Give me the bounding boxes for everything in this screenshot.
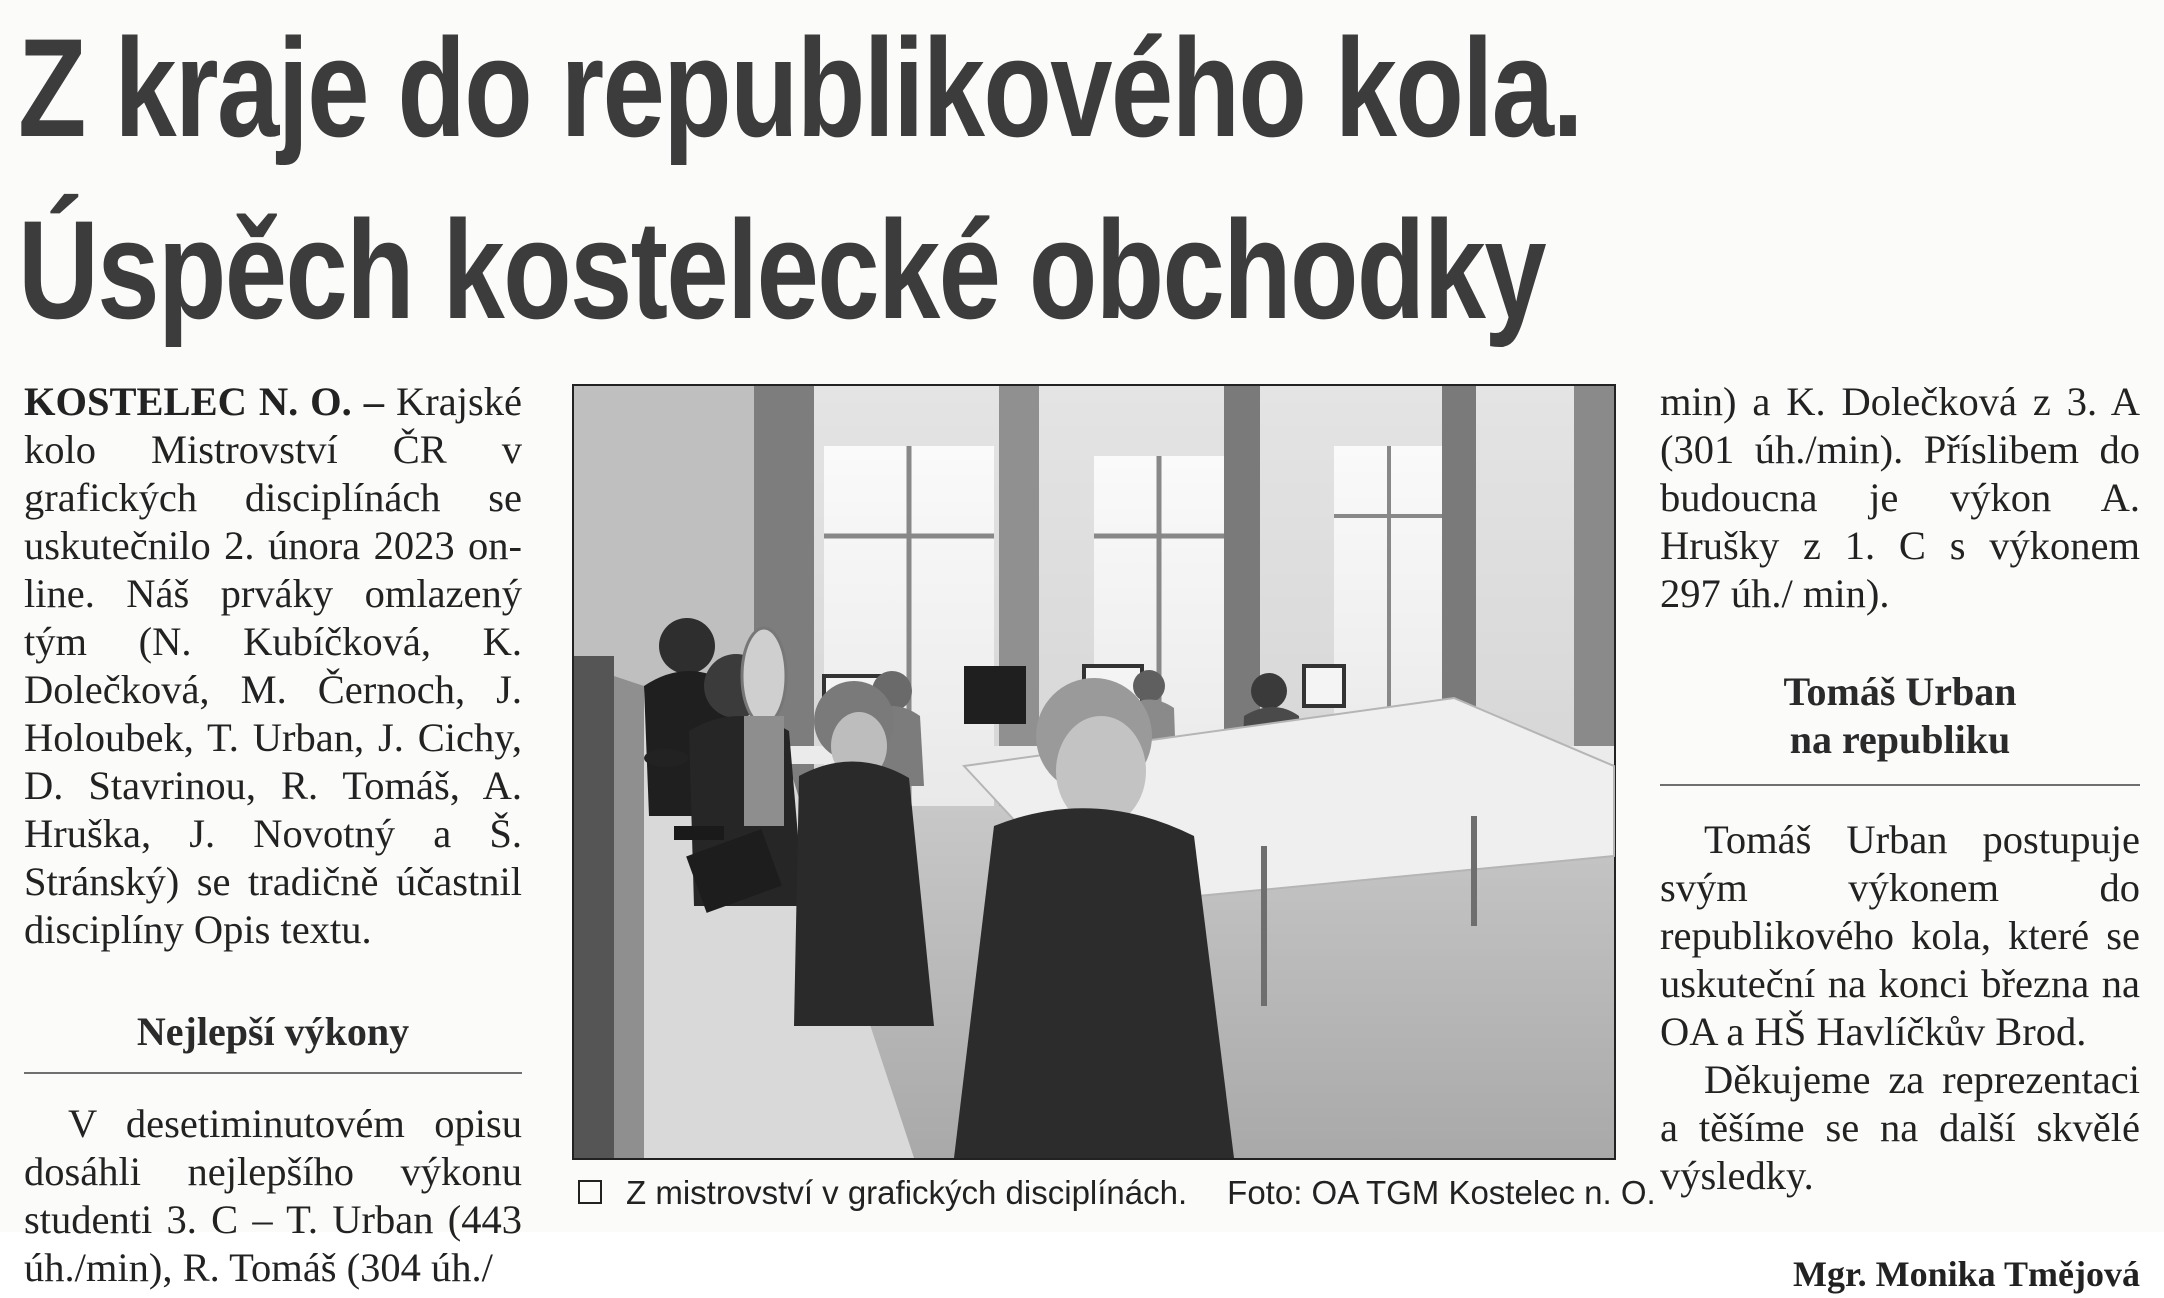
lead-text: Krajské kolo Mistrovství ČR v grafických disciplínách se uskutečnilo 2. února 2023 on-line. Náš prváky omlazený tým (N. Kubíčková, K. Dolečková, M. Černoch, J. Holoubek, T. Urban, J. Cichy, D. Stavrinou, R. Tomáš, A. Hruška, J. Novotný a Š. Stránský) se tradičně účastnil disciplíny Opis textu. bbox=[24, 379, 522, 952]
article-column-right bbox=[1660, 378, 2140, 1298]
subhead-best-results: Nejlepší výkony bbox=[136, 1009, 410, 1054]
dateline: KOSTELEC N. O. – bbox=[24, 379, 385, 424]
photo-caption bbox=[574, 1170, 1656, 1216]
thanks-paragraph: Děkujeme za reprezentaci a těšíme se na další skvělé výsledky. bbox=[1660, 1057, 2140, 1198]
article-photo bbox=[572, 384, 1616, 1160]
subhead-urban-republic bbox=[1660, 668, 2140, 764]
caption-text: Z mistrovství v grafických disciplínách. bbox=[626, 1174, 1188, 1211]
photo-classroom-illustration bbox=[574, 386, 1614, 1158]
subhead-line-2: na republiku bbox=[1789, 717, 2011, 762]
subhead-line-1: Tomáš Urban bbox=[1783, 669, 2017, 714]
author-signature: Mgr. Monika Tmějová bbox=[1793, 1254, 2140, 1294]
article-column-left bbox=[24, 378, 522, 1292]
section-divider bbox=[1660, 784, 2140, 786]
headline-line-1: Z kraje do republikového kola. bbox=[18, 9, 1582, 166]
lead-paragraph bbox=[24, 378, 522, 954]
section-divider bbox=[24, 1072, 522, 1074]
results-paragraph-end: min) a K. Dolečková z 3. A (301 úh./min). Příslibem do budoucna je výkon A. Hrušky z 1. C s výkonem 297 úh./ min). bbox=[1660, 379, 2140, 616]
advance-paragraph: Tomáš Urban postupuje svým výkonem do republikového kola, které se uskuteční na konci března na OA a HŠ Havlíčkův Brod. bbox=[1660, 817, 2140, 1054]
results-paragraph-start: V desetiminutovém opisu dosáhli nejlepšího výkonu studenti 3. C – T. Urban (443 úh./min), R. Tomáš (304 úh./ bbox=[24, 1101, 522, 1290]
photo-credit: Foto: OA TGM Kostelec n. O. bbox=[1227, 1174, 1656, 1211]
headline-line-2: Úspěch kostelecké obchodky bbox=[18, 191, 1546, 348]
caption-box-icon bbox=[578, 1180, 602, 1204]
